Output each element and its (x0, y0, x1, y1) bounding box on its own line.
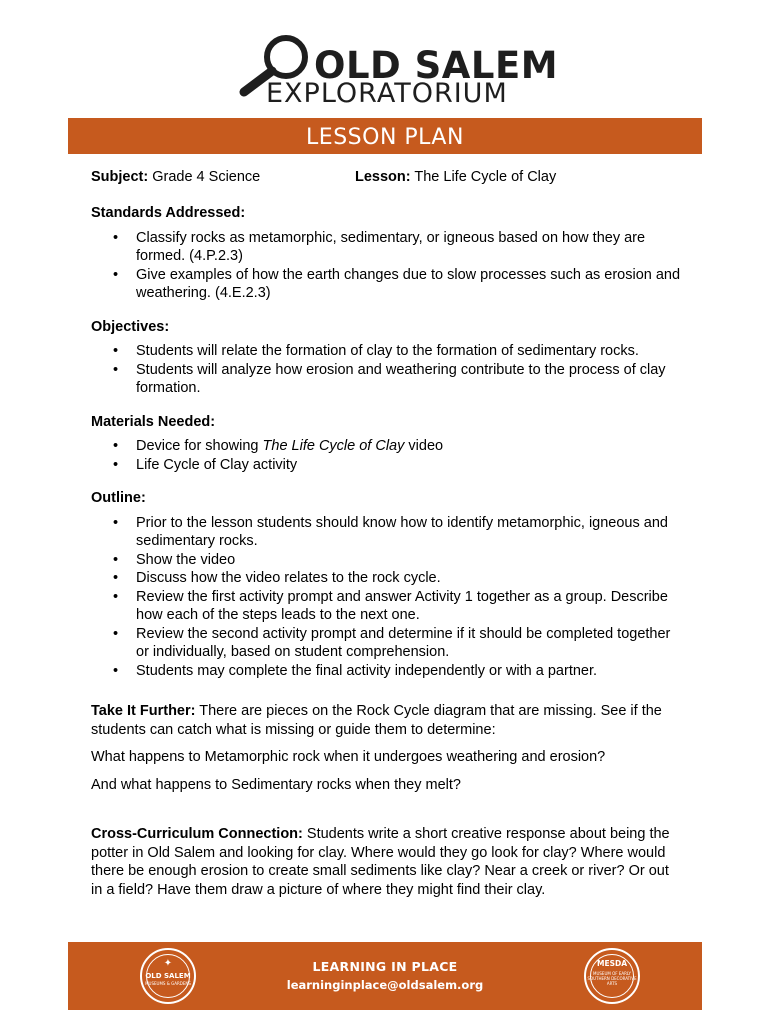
lesson-meta (91, 168, 681, 190)
logo-title: OLD SALEM (314, 44, 559, 87)
question-sedimentary: And what happens to Sedimentary rocks when they melt? (91, 776, 461, 793)
seal-subtitle: MUSEUM OF EARLY SOUTHERN DECORATIVE ARTS (587, 971, 637, 986)
list-item: • Show the video (91, 551, 681, 570)
seal-title: OLD SALEM (145, 972, 191, 980)
seal-title: MESDA (596, 959, 628, 968)
lesson-value: The Life Cycle of Clay (410, 169, 557, 185)
list-item: • Students will analyze how erosion and weathering contribute to the process of clay formation. (91, 361, 681, 398)
cross-curriculum-connection (91, 825, 681, 899)
question-metamorphic: What happens to Metamorphic rock when it undergoes weathering and erosion? (91, 749, 606, 765)
list-item (91, 437, 681, 456)
subject-field (91, 168, 260, 187)
subject-value: Grade 4 Science (148, 169, 261, 185)
list-item: • Review the first activity prompt and answer Activity 1 together as a group. Describe how each of the steps leads to the next one. (91, 588, 681, 625)
subject-label: Subject: (91, 169, 149, 185)
standards-heading: Standards Addressed: (91, 205, 246, 221)
take-it-further-text: There are pieces on the Rock Cycle diagram that are missing. See if the students can catch what is missing or guide them to determine: (91, 703, 662, 738)
standards-list (91, 229, 681, 303)
material-text: video (404, 438, 444, 454)
list-item: • Life Cycle of Clay activity (91, 456, 681, 475)
old-salem-logo (236, 22, 559, 112)
list-item: • Prior to the lesson students should know how to identify metamorphic, igneous and sedimentary rocks. (91, 514, 681, 551)
lesson-content (91, 168, 681, 899)
outline-list (91, 514, 681, 681)
logo-subtitle: EXPLORATORIUM (266, 78, 508, 109)
mesda-seal-logo (584, 948, 640, 1004)
list-item: • Review the second activity prompt and determine if it should be completed together or individually, based on student comprehension. (91, 625, 681, 662)
materials-list (91, 437, 681, 474)
list-item: • Classify rocks as metamorphic, sedimentary, or igneous based on how they are formed. (4.P.2.3) (91, 229, 681, 266)
list-item: • Students may complete the final activity independently or with a partner. (91, 662, 681, 681)
star-icon: ✦ (163, 958, 173, 969)
take-it-further-label: Take It Further: (91, 703, 196, 719)
materials-heading: Materials Needed: (91, 413, 216, 430)
lesson-field (355, 168, 556, 187)
list-item: • Students will relate the formation of clay to the formation of sedimentary rocks. (91, 342, 681, 361)
lesson-plan-banner: LESSON PLAN (68, 118, 702, 154)
footer-banner (68, 942, 702, 1010)
list-item: • Give examples of how the earth changes due to slow processes such as erosion and weathering. (4.E.2.3) (91, 266, 681, 303)
list-item: • Discuss how the video relates to the rock cycle. (91, 569, 681, 588)
take-it-further (91, 702, 681, 739)
seal-subtitle: MUSEUMS & GARDENS (145, 981, 191, 986)
cross-curriculum-text: Students write a short creative response about being the potter in Old Salem and looking for clay. Where would they go look for clay? Where would there be enough erosion to create small sediments like clay? Near a creek or river? Or out in a field? Have them draw a picture of where they might find their clay. (91, 826, 670, 898)
outline-heading: Outline: (91, 490, 146, 506)
objectives-heading: Objectives: (91, 318, 170, 335)
material-text: Device for showing (136, 438, 263, 454)
objectives-list (91, 342, 681, 398)
lesson-label: Lesson: (355, 169, 411, 185)
cross-curriculum-label: Cross-Curriculum Connection: (91, 826, 303, 842)
old-salem-seal-logo (140, 948, 196, 1004)
footer-email-link[interactable]: learninginplace@oldsalem.org (286, 978, 484, 992)
video-title: The Life Cycle of Clay (262, 438, 405, 454)
footer-title: LEARNING IN PLACE (312, 959, 458, 974)
